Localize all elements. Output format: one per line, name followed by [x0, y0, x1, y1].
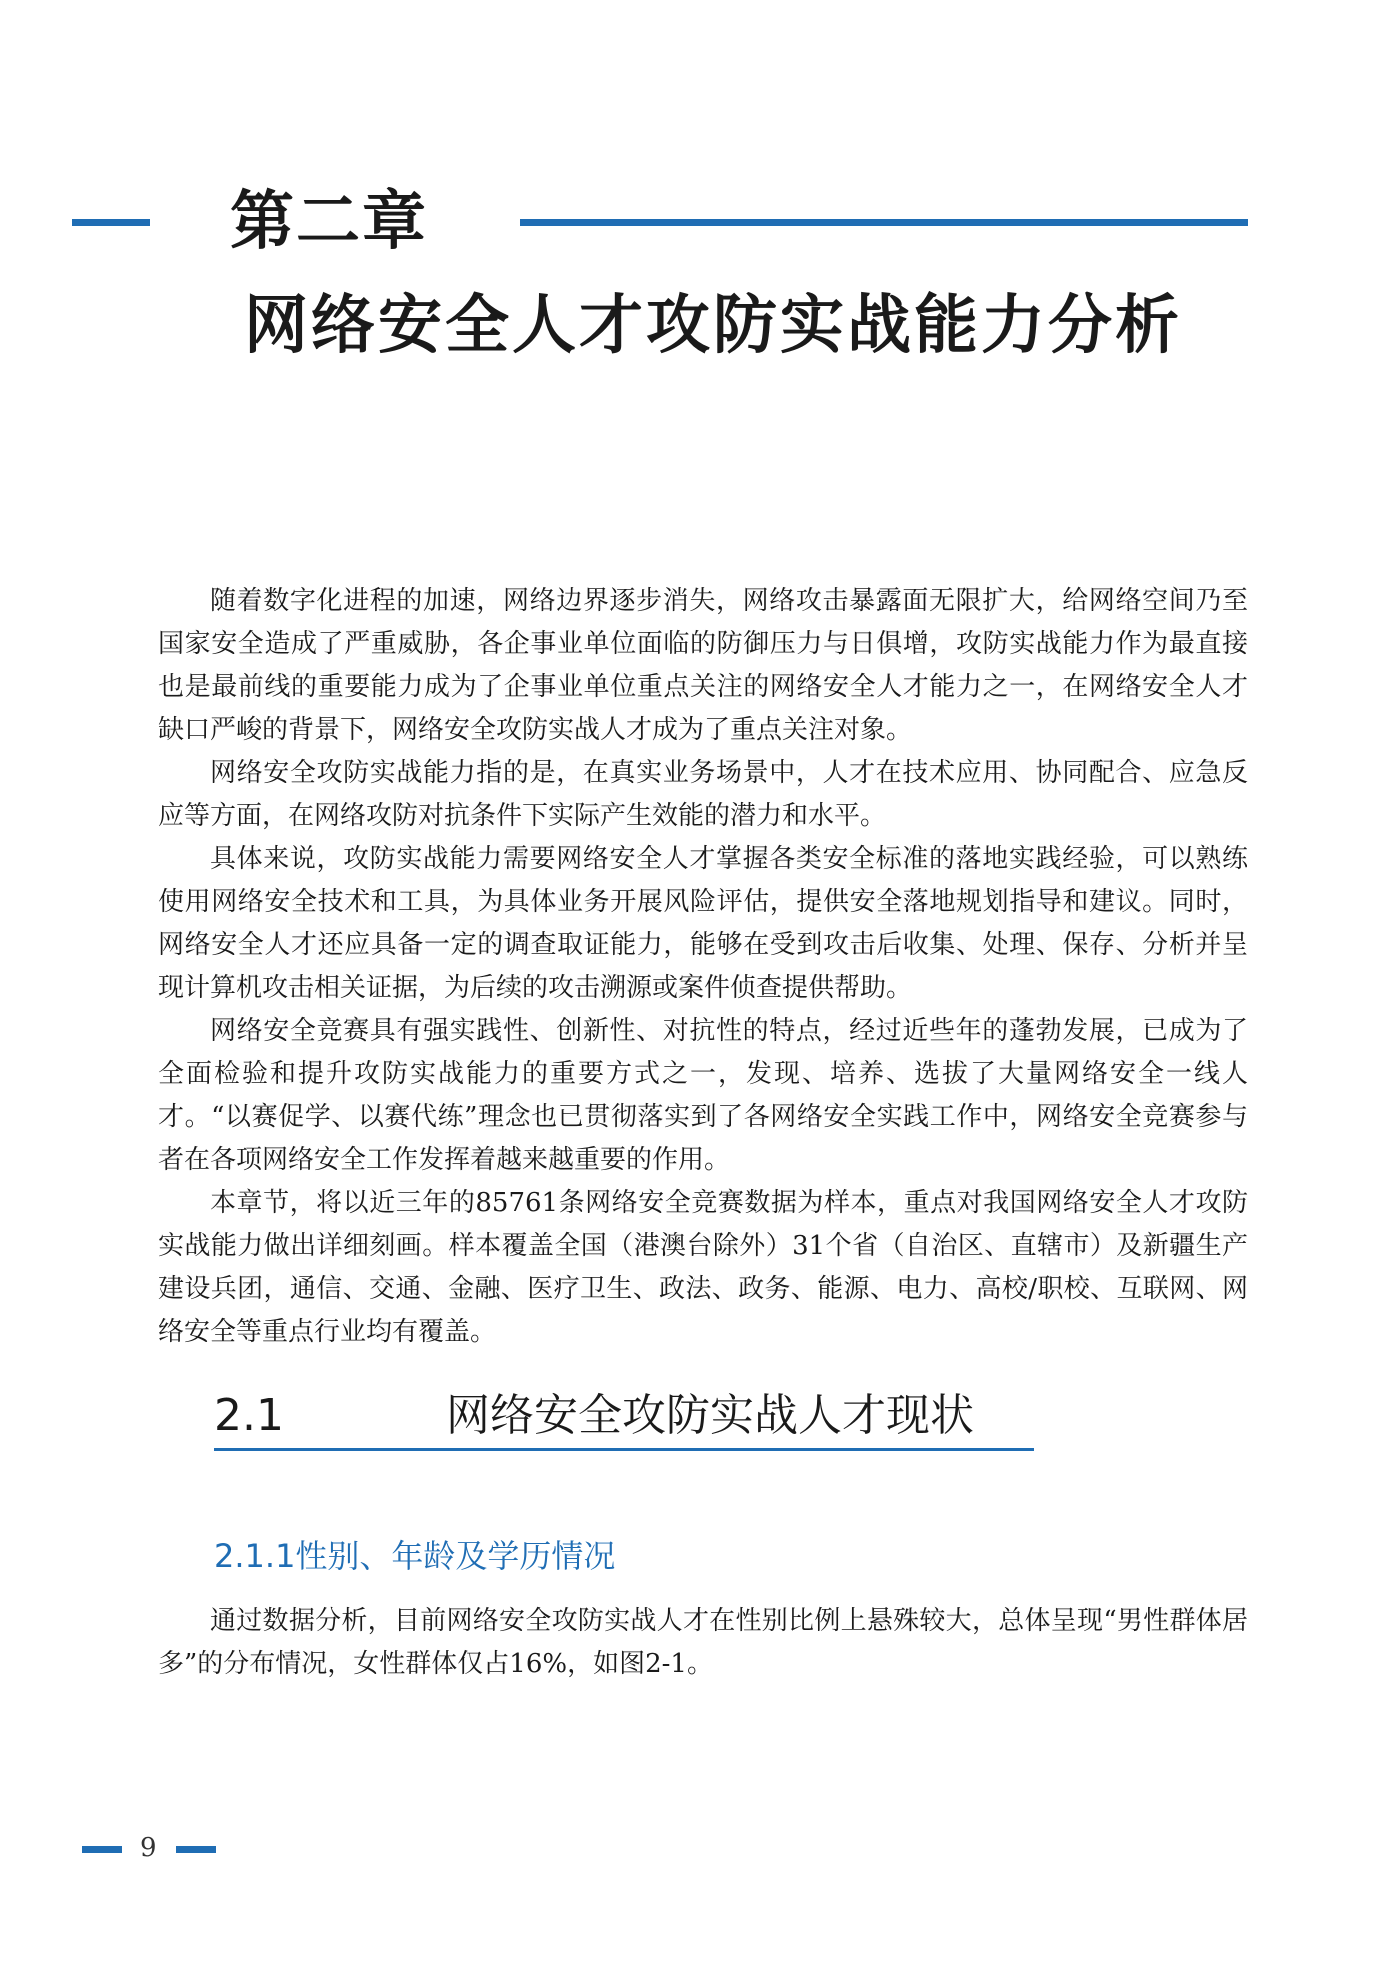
intro-paragraph: 网络安全竞赛具有强实践性、创新性、对抗性的特点，经过近些年的蓬勃发展，已成为了全面检验和提升攻防实战能力的重要方式之一，发现、培养、选拔了大量网络安全一线人才。“以赛促学、以赛代练”理念也已贯彻落实到了各网络安全实践工作中，网络安全竞赛参与者在各项网络安全工作发挥着越来越重要的作用。 [158, 1016, 1248, 1175]
chapter-title: 网络安全人才攻防实战能力分析 [244, 288, 1182, 363]
chapter-rule-right [520, 219, 1248, 226]
subsection-body [158, 1600, 1248, 1686]
intro-paragraph: 本章节，将以近三年的85761条网络安全竞赛数据为样本，重点对我国网络安全人才攻防实战能力做出详细刻画。样本覆盖全国（港澳台除外）31个省（自治区、直辖市）及新疆生产建设兵团，通信、交通、金融、医疗卫生、政法、政务、能源、电力、高校/职校、互联网、网络安全等重点行业均有覆盖。 [158, 1188, 1248, 1347]
intro-paragraph: 网络安全攻防实战能力指的是，在真实业务场景中，人才在技术应用、协同配合、应急反应等方面，在网络攻防对抗条件下实际产生效能的潜力和水平。 [158, 758, 1248, 831]
section-heading [214, 1386, 1034, 1451]
chapter-rule-left [72, 219, 150, 226]
section-number: 2.1 [214, 1390, 284, 1441]
footer-bar-left [82, 1846, 122, 1853]
intro-body [158, 580, 1248, 1354]
subsection-paragraph: 通过数据分析，目前网络安全攻防实战人才在性别比例上悬殊较大，总体呈现“男性群体居多”的分布情况，女性群体仅占16%，如图2-1。 [158, 1606, 1248, 1679]
chapter-number: 第二章 [230, 184, 428, 259]
page-number: 9 [140, 1833, 157, 1863]
intro-paragraph: 具体来说，攻防实战能力需要网络安全人才掌握各类安全标准的落地实践经验，可以熟练使用网络安全技术和工具，为具体业务开展风险评估，提供安全落地规划指导和建议。同时，网络安全人才还应具备一定的调查取证能力，能够在受到攻击后收集、处理、保存、分析并呈现计算机攻击相关证据，为后续的攻击溯源或案件侦查提供帮助。 [158, 844, 1248, 1003]
intro-paragraph: 随着数字化进程的加速，网络边界逐步消失，网络攻击暴露面无限扩大，给网络空间乃至国家安全造成了严重威胁，各企事业单位面临的防御压力与日俱增，攻防实战能力作为最直接也是最前线的重要能力成为了企事业单位重点关注的网络安全人才能力之一，在网络安全人才缺口严峻的背景下，网络安全攻防实战人才成为了重点关注对象。 [158, 586, 1248, 745]
footer-bar-right [176, 1846, 216, 1853]
section-title: 网络安全攻防实战人才现状 [446, 1390, 974, 1441]
subsection-heading: 2.1.1性别、年龄及学历情况 [214, 1537, 616, 1575]
